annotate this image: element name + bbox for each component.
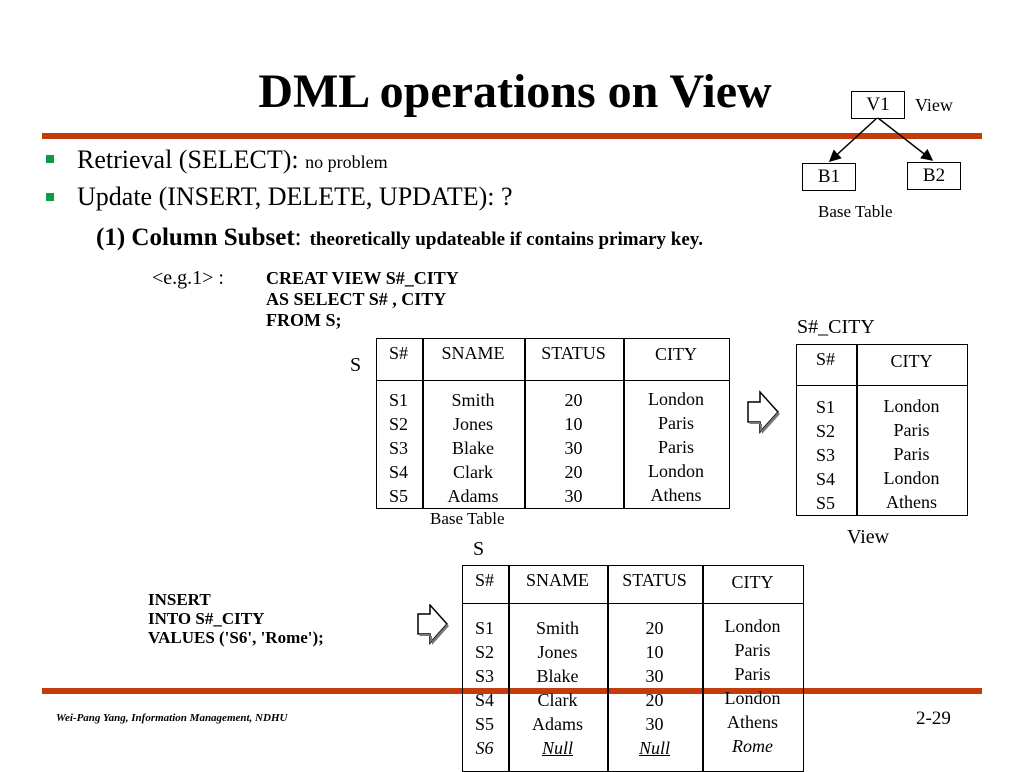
- bullet-retrieval: [77, 145, 388, 175]
- insert-sql-line: VALUES ('S6', 'Rome');: [148, 628, 324, 647]
- table2-cell: Athens: [727, 712, 778, 732]
- view-header-sno: S#: [815, 349, 835, 369]
- table1-cell: Paris: [658, 413, 694, 433]
- table1-city-values: [624, 387, 728, 507]
- table2-cell: Smith: [535, 618, 579, 638]
- view-cell: S2: [815, 421, 835, 441]
- sql-line: AS SELECT S# , CITY: [266, 289, 447, 309]
- table1-header-sname: SNAME: [441, 343, 505, 363]
- sql-line: FROM S;: [266, 310, 342, 330]
- view-cell: London: [883, 396, 940, 416]
- subpoint: [96, 224, 703, 252]
- table1-cell: S3: [388, 438, 408, 458]
- table1-cell: S2: [388, 414, 408, 434]
- table2-header-status: STATUS: [622, 570, 687, 590]
- view-cell: S1: [815, 397, 835, 417]
- right-arrow-icon: [744, 390, 784, 440]
- table2-header-rule: [462, 603, 803, 604]
- table1-cell: Paris: [658, 437, 694, 457]
- table2-new-cell: S6: [475, 738, 494, 758]
- table2-cell: S4: [474, 690, 494, 710]
- subpoint-text: theoretically updateable if contains primary key.: [309, 229, 703, 250]
- arrow-to-b2: [878, 118, 932, 160]
- view-cell: London: [883, 468, 940, 488]
- table1-cell: 20: [564, 462, 583, 482]
- table2-cell: 30: [645, 714, 664, 734]
- table2-header-sname: SNAME: [525, 570, 589, 590]
- table2-city-values: [703, 614, 802, 758]
- table1-header-city: CITY: [655, 344, 697, 364]
- table1-name: S: [350, 354, 362, 376]
- table1-cell: Jones: [453, 414, 493, 434]
- table2-cell: Blake: [536, 666, 579, 686]
- bullet-icon: [46, 193, 54, 201]
- subpoint-colon: :: [294, 224, 302, 251]
- table2-cell: Jones: [537, 642, 578, 662]
- example-sql: [266, 268, 459, 331]
- view-header-city: CITY: [890, 351, 933, 371]
- subpoint-label: (1) Column Subset: [96, 224, 295, 251]
- table2-cell: Adams: [532, 714, 583, 734]
- table2-new-cell: Null: [638, 738, 670, 758]
- arrow-to-b1: [830, 118, 877, 161]
- insert-sql: [148, 590, 324, 647]
- table2-cell: S3: [474, 666, 494, 686]
- diagram-view-label: View: [915, 95, 953, 115]
- table1-cell: Blake: [452, 438, 494, 458]
- table2-new-cell: Null: [541, 738, 573, 758]
- diagram-base-table-label: Base Table: [818, 202, 893, 221]
- table2-cell: 20: [645, 690, 664, 710]
- table1-cell: 30: [564, 438, 583, 458]
- table1-cell: S1: [388, 390, 408, 410]
- view-cell: Paris: [893, 420, 930, 440]
- table1-header-sno: S#: [388, 343, 408, 363]
- view-cell: S5: [815, 493, 835, 513]
- table1-header-rule: [376, 380, 729, 381]
- example-label: <e.g.1> :: [152, 267, 224, 289]
- footer-author: Wei-Pang Yang, Information Management, NDHU: [56, 712, 288, 724]
- table2-header-sno: S#: [474, 570, 494, 590]
- table1-sno-values: [376, 388, 421, 508]
- table2-cell: Paris: [734, 640, 771, 660]
- view-sno-values: [796, 395, 855, 515]
- table1-caption: Base Table: [430, 509, 505, 528]
- diagram-v1-box: V1: [851, 91, 905, 119]
- page-number: 2-29: [916, 708, 951, 729]
- view-table-name: S#_CITY: [797, 316, 875, 338]
- table2-sname-values: [509, 616, 606, 760]
- table2-cell: London: [724, 688, 781, 708]
- table2-header-city: CITY: [731, 572, 774, 592]
- view-cell: Athens: [886, 492, 937, 512]
- table2-sno-values: [462, 616, 507, 760]
- table1-sname-values: [423, 388, 523, 508]
- table2-cell: London: [724, 616, 781, 636]
- table1-status-values: [525, 388, 622, 508]
- right-arrow-icon: [414, 604, 454, 652]
- table2-cell: 10: [645, 642, 664, 662]
- table2-cell: S5: [474, 714, 494, 734]
- insert-sql-line: INSERT: [148, 590, 211, 609]
- view-cell: S4: [815, 469, 835, 489]
- bullet-retrieval-text: Retrieval (SELECT):: [77, 145, 306, 174]
- view-city-values: [857, 394, 966, 514]
- table2-cell: 20: [645, 618, 664, 638]
- table2-cell: Clark: [537, 690, 578, 710]
- table2-status-values: [608, 616, 701, 760]
- table1-cell: Clark: [453, 462, 493, 482]
- table2-cell: 30: [645, 666, 664, 686]
- table1-cell: 10: [564, 414, 583, 434]
- table2-cell: S1: [474, 618, 494, 638]
- table1-header-status: STATUS: [541, 343, 606, 363]
- bullet-icon: [46, 155, 54, 163]
- table1-cell: London: [648, 461, 704, 481]
- view-cell: S3: [815, 445, 835, 465]
- view-header-rule: [796, 385, 967, 386]
- table2-cell: S2: [474, 642, 494, 662]
- view-cell: Paris: [893, 444, 930, 464]
- table2-new-cell: Rome: [732, 736, 773, 756]
- diagram-b1-box: B1: [802, 163, 856, 191]
- bullet-retrieval-note: no problem: [305, 152, 388, 172]
- table1-cell: Smith: [451, 390, 495, 410]
- diagram-arrows: [800, 115, 980, 167]
- bullet-update-text: Update (INSERT, DELETE, UPDATE): ?: [77, 182, 513, 211]
- table2-name: S: [473, 538, 485, 560]
- sql-line: CREAT VIEW S#_CITY: [266, 268, 459, 288]
- insert-sql-line: INTO S#_CITY: [148, 609, 265, 628]
- table2-cell: Paris: [734, 664, 771, 684]
- table1-cell: 30: [564, 486, 583, 506]
- table1-cell: Athens: [650, 485, 702, 505]
- table1-cell: London: [648, 389, 704, 409]
- table1-cell: S5: [388, 486, 408, 506]
- table1-cell: S4: [388, 462, 408, 482]
- table1-cell: Adams: [447, 486, 499, 506]
- table1-cell: 20: [564, 390, 583, 410]
- view-caption: View: [847, 526, 890, 548]
- diagram-b2-box: B2: [907, 162, 961, 190]
- slide-title: DML operations on View: [258, 65, 772, 118]
